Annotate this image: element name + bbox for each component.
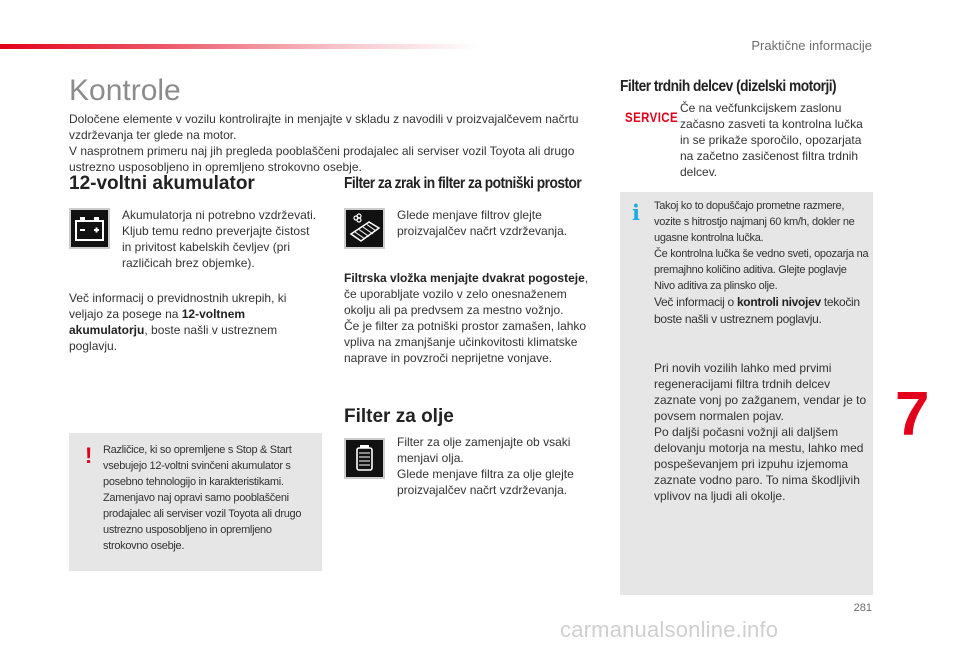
info-paragraph-5: Po daljši počasni vožnji ali daljšem delovanju motorja na mestu, lahko med pospeševanjem pri izpuhu izjemoma zaznate vodno paro. To nima škodljivih vplivov na ljudi ali okolje. bbox=[654, 425, 864, 503]
intro-paragraph-2: V nasprotnem primeru naj jih pregleda pooblaščeni prodajalec ali serviser vozil Toyota ali drugo ustrezno usposobljeno in opremljeno strokovno osebje. bbox=[69, 144, 575, 174]
exclamation-icon: ! bbox=[85, 443, 93, 468]
page-number: 281 bbox=[853, 602, 872, 614]
battery-heading: 12-voltni akumulator bbox=[69, 173, 255, 194]
service-warning-icon: SERVICE bbox=[625, 109, 679, 125]
oil-filter-heading: Filter za olje bbox=[344, 406, 454, 427]
battery-more-info bbox=[69, 290, 299, 354]
info-3-pre: Več informacij o bbox=[654, 295, 737, 309]
air-filter-icon bbox=[344, 208, 385, 249]
info-box bbox=[620, 192, 873, 595]
air-filter-note-2: Če je filter za potniški prostor zamašen, lahko vpliva na zmanjšanje učinkovitosti klimatske naprave in povzroči neprijetne vonjave. bbox=[344, 319, 587, 365]
air-filter-heading: Filter za zrak in filter za potniški prostor bbox=[344, 175, 582, 192]
intro-paragraph-1: Določene elemente v vozilu kontrolirajte in menjajte v skladu z navodili v proizvajalčevem načrtu vzdrževanja ter glede na motor. bbox=[69, 112, 579, 142]
oil-filter-icon bbox=[344, 438, 385, 479]
battery-text: Akumulatorja ni potrebno vzdrževati. Kljub temu redno preverjajte čistost in privitost kabelskih čevljev (pri različicah brez objemke). bbox=[122, 208, 317, 270]
battery-more-post: , boste našli v ustreznem poglavju. bbox=[69, 323, 278, 353]
oil-filter-text-1: Filter za olje zamenjajte ob vsaki menjavi olja. bbox=[397, 435, 571, 465]
air-filter-text: Glede menjave filtrov glejte proizvajalčev načrt vzdrževanja. bbox=[397, 208, 568, 238]
dpf-heading: Filter trdnih delcev (dizelski motorji) bbox=[620, 78, 837, 95]
info-icon: i bbox=[632, 200, 640, 225]
info-3-post: tekočin boste našli v ustreznem poglavju. bbox=[654, 295, 860, 326]
chapter-tab: 7 bbox=[895, 380, 930, 449]
battery-link-label: 12-voltnem akumulatorju bbox=[69, 307, 246, 337]
battery-icon bbox=[69, 208, 110, 249]
info-paragraph-2: Če kontrolna lučka še vedno sveti, opozarja na premajhno količino aditiva. Glejte poglavje Nivo aditiva za plinsko olje. bbox=[654, 248, 869, 292]
air-filter-note-text: , če uporabljate vozilo v zelo onesnaženem okolju ali pa predvsem za mestno vožnjo. bbox=[344, 271, 589, 317]
oil-filter-text bbox=[397, 434, 602, 498]
info-paragraph-4: Pri novih vozilih lahko med prvimi regeneracijami filtra trdnih delcev zaznate vonj po zažganem, vendar je to povsem normalen pojav. bbox=[654, 361, 867, 423]
info-text-block-2 bbox=[654, 360, 869, 504]
dpf-text: Če na večfunkcijskem zaslonu začasno zasveti ta kontrolna lučka in se prikaže sporočilo, opozarjata na začetno zasičenost filtra trdnih delcev. bbox=[680, 101, 863, 179]
battery-more-pre: Več informacij o previdnostnih ukrepih, ki veljajo za posege na bbox=[69, 291, 287, 321]
oil-filter-text-2: Glede menjave filtra za olje glejte proizvajalčev načrt vzdrževanja. bbox=[397, 467, 574, 497]
info-text-block-1 bbox=[654, 198, 869, 328]
info-3-bold: kontroli nivojev bbox=[736, 295, 821, 309]
section-title: Praktične informacije bbox=[751, 38, 872, 53]
air-filter-note bbox=[344, 270, 594, 366]
intro-text bbox=[69, 111, 599, 175]
air-filter-note-bold: Filtrska vložka menjajte dvakrat pogosteje bbox=[344, 271, 585, 285]
info-paragraph-3 bbox=[654, 295, 860, 326]
info-paragraph-1: Takoj ko to dopuščajo prometne razmere, vozite s hitrostjo najmanj 60 km/h, dokler ne ugasne kontrolna lučka. bbox=[654, 200, 855, 244]
page-title: Kontrole bbox=[69, 74, 181, 107]
watermark: carmanualsonline.info bbox=[560, 617, 779, 642]
warning-box bbox=[69, 433, 322, 571]
warning-text: Različice, ki so opremljene s Stop & Start vsebujejo 12-voltni svinčeni akumulator s posebno tehnologijo in karakteristikami. Zamenjavo naj opravi samo pooblaščeni prodajalec ali serviser vozil Toyota ali drugo ustrezno usposobljeno in opremljeno strokovno osebje. bbox=[103, 444, 302, 552]
header-accent-bar bbox=[0, 44, 480, 49]
